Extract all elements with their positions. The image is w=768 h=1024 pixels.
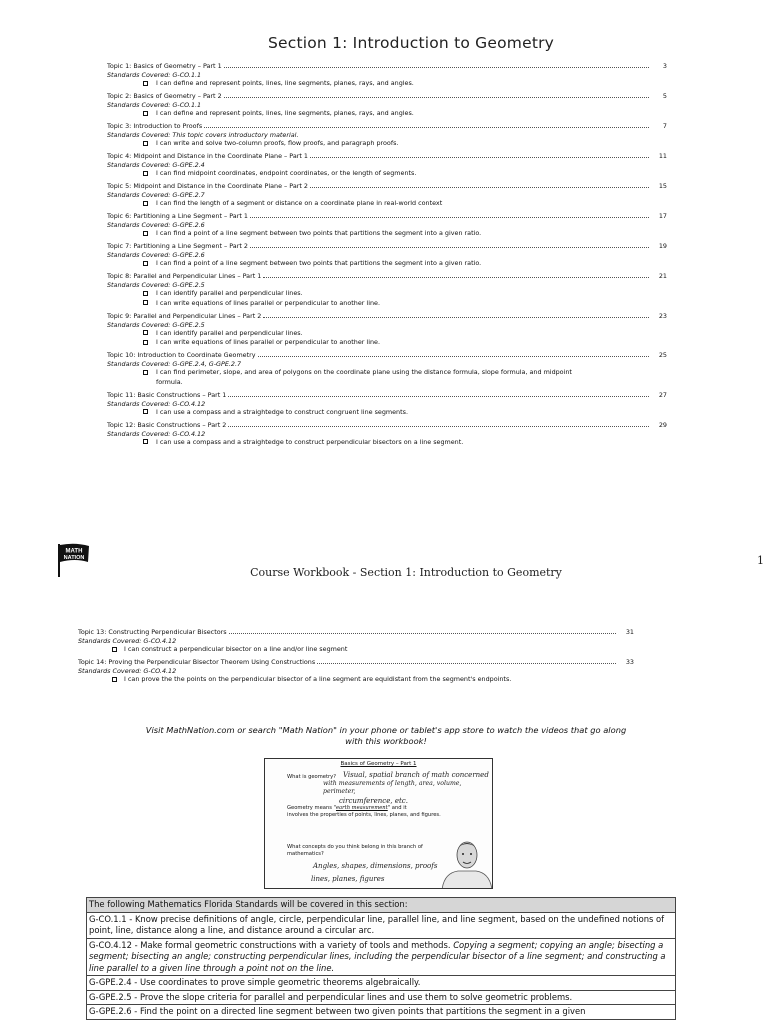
topic-title-line[interactable]	[107, 182, 667, 191]
topic-entry	[107, 312, 667, 348]
topic-page-number: 11	[658, 152, 667, 160]
standard-row: G-GPE.2.5 - Prove the slope criteria for parallel and perpendicular lines and use them to solve geometric problems.	[87, 990, 676, 1005]
learning-goal: I can construct a perpendicular bisector on a line and/or line segment	[78, 645, 634, 655]
dot-leader	[228, 426, 649, 427]
topic-title: Topic 7: Partitioning a Line Segment – Part 2	[107, 242, 248, 250]
topic-title-line[interactable]	[107, 312, 667, 321]
topic-page-number: 5	[662, 92, 667, 100]
topic-entry	[107, 272, 667, 308]
learning-goal: I can use a compass and a straightedge to construct perpendicular bisectors on a line segment.	[107, 438, 667, 448]
learning-goal: I can write equations of lines parallel or perpendicular to another line.	[107, 338, 667, 348]
topic-title: Topic 9: Parallel and Perpendicular Lines – Part 2	[107, 311, 262, 320]
learning-goal: I can define and represent points, lines, line segments, planes, rays, and angles.	[107, 109, 667, 119]
learning-goal: I can write and solve two-column proofs, flow proofs, and paragraph proofs.	[107, 139, 667, 149]
dot-leader	[250, 247, 649, 248]
svg-text:NATION: NATION	[63, 555, 85, 561]
standards-covered: Standards Covered: This topic covers introductory material.	[107, 131, 299, 139]
page-title: Section 1: Introduction to Geometry	[267, 34, 555, 52]
topic-page-number: 17	[658, 212, 667, 220]
table-of-contents	[107, 62, 667, 451]
svg-text:MATH: MATH	[65, 548, 83, 555]
video-thumbnail[interactable]	[264, 758, 493, 889]
standard-row: G-CO.1.1 - Know precise definitions of angle, circle, perpendicular line, parallel line, and line segment, based on the undefined notions of point, line, distance along a line, and distance around a circular arc.	[87, 912, 676, 938]
dot-leader	[258, 356, 649, 357]
checkbox-icon[interactable]	[143, 330, 148, 335]
learning-goal: I can find a point of a line segment between two points that partitions the segment into a given ratio.	[107, 229, 667, 239]
standards-covered: Standards Covered: G-GPE.2.6	[107, 221, 205, 229]
topic-title-line[interactable]	[107, 421, 667, 430]
dot-leader	[310, 187, 649, 188]
topic-page-number: 3	[662, 62, 667, 70]
topic-title: Topic 3: Introduction to Proofs	[107, 122, 203, 130]
standards-covered: Standards Covered: G-CO.1.1	[107, 71, 202, 79]
learning-goal: I can use a compass and a straightedge to construct congruent line segments.	[107, 408, 667, 418]
topic-entry	[107, 212, 667, 239]
page-number: 1	[757, 554, 764, 567]
dot-leader	[250, 217, 649, 218]
topic-title-line[interactable]	[107, 242, 667, 251]
standards-covered: Standards Covered: G-CO.4.12	[107, 429, 206, 438]
topic-title-line[interactable]	[78, 658, 634, 667]
presenter-image	[440, 835, 493, 889]
topic-title: Topic 10: Introduction to Coordinate Geometry	[107, 351, 256, 359]
dot-leader	[263, 317, 649, 318]
standards-table-header: The following Mathematics Florida Standards will be covered in this section:	[87, 898, 676, 913]
topic-entry	[107, 391, 667, 418]
topic-title: Topic 11: Basic Constructions – Part 1	[107, 390, 227, 399]
topic-title: Topic 5: Midpoint and Distance in the Coordinate Plane – Part 2	[107, 182, 308, 190]
topic-title-line[interactable]	[107, 152, 667, 161]
dot-leader	[317, 663, 616, 664]
standards-covered: Standards Covered: G-GPE.2.6	[107, 251, 205, 259]
standards-covered: Standards Covered: G-CO.4.12	[78, 667, 177, 675]
video-question-2: What concepts do you think belong in this branch of mathematics?	[287, 844, 423, 857]
visit-note: Visit MathNation.com or search "Math Nation" in your phone or tablet's app store to watch the videos that go along with this workbook!	[145, 725, 627, 746]
topic-page-number: 21	[658, 272, 667, 280]
topic-title-line[interactable]	[107, 212, 667, 221]
page-footer: Course Workbook - Section 1: Introduction to Geometry	[250, 566, 562, 579]
checkbox-icon[interactable]	[143, 291, 148, 296]
learning-goal: I can identify parallel and perpendicular lines.	[107, 329, 667, 339]
topic-page-number: 29	[658, 420, 667, 429]
topic-entry	[107, 62, 667, 89]
topic-page-number: 19	[658, 242, 667, 250]
dot-leader	[224, 67, 649, 68]
video-answer-2: Angles, shapes, dimensions, proofs lines, planes, figures	[311, 862, 438, 883]
learning-goal: I can find the length of a segment or distance on a coordinate plane in real-world context	[107, 199, 667, 209]
standards-covered: Standards Covered: G-GPE.2.5	[107, 281, 205, 289]
topic-entry	[107, 122, 667, 149]
standard-row: G-CO.4.12 - Make formal geometric constructions with a variety of tools and methods. Copying a segment; copying an angle; bisecting a segment; bisecting an angle; constructing perpendicular lines, including the perpendicular bisector of a line segment; and constructing a line parallel to a given line through a point not on the line.	[87, 938, 676, 976]
checkbox-icon[interactable]	[143, 370, 148, 375]
topic-page-number: 15	[658, 182, 667, 190]
topic-page-number: 23	[658, 311, 667, 320]
topic-page-number: 7	[662, 122, 667, 130]
topic-page-number: 27	[658, 390, 667, 399]
checkbox-icon[interactable]	[143, 81, 148, 86]
checkbox-icon[interactable]	[143, 171, 148, 176]
topic-title: Topic 2: Basics of Geometry – Part 2	[107, 92, 222, 100]
checkbox-icon[interactable]	[143, 111, 148, 116]
table-of-contents-continued	[78, 628, 634, 688]
learning-goal: I can write equations of lines parallel or perpendicular to another line.	[107, 299, 667, 309]
checkbox-icon[interactable]	[143, 231, 148, 236]
learning-goal: I can define and represent points, lines, line segments, planes, rays, and angles.	[107, 79, 667, 89]
video-answer-1: Visual, spatial branch of math concerned with measurements of length, area, volume, perimeter, circumference, etc.	[323, 771, 489, 805]
checkbox-icon[interactable]	[112, 677, 117, 682]
video-geometry-means: Geometry means "earth measurement" and it involves the properties of points, lines, planes, and figures.	[287, 805, 441, 818]
learning-goal: I can identify parallel and perpendicular lines.	[107, 289, 667, 299]
learning-goal: I can prove the the points on the perpendicular bisector of a line segment are equidistant from the segment's endpoints.	[78, 675, 634, 685]
topic-title-line[interactable]	[107, 92, 667, 101]
dot-leader	[229, 633, 616, 634]
topic-entry	[107, 421, 667, 448]
standards-covered: Standards Covered: G-CO.4.12	[107, 399, 206, 408]
standard-row: G-GPE.2.4 - Use coordinates to prove simple geometric theorems algebraically.	[87, 976, 676, 991]
topic-title-line[interactable]	[107, 122, 667, 131]
topic-title-line[interactable]	[107, 391, 667, 400]
standards-covered: Standards Covered: G-GPE.2.5	[107, 320, 205, 329]
dot-leader	[224, 97, 649, 98]
standards-table	[86, 897, 676, 1020]
checkbox-icon[interactable]	[143, 141, 148, 146]
topic-entry	[107, 152, 667, 179]
topic-page-number: 31	[625, 628, 634, 636]
topic-title: Topic 12: Basic Constructions – Part 2	[107, 420, 227, 429]
topic-title: Topic 14: Proving the Perpendicular Bisector Theorem Using Constructions	[78, 658, 316, 666]
topic-title: Topic 1: Basics of Geometry – Part 1	[107, 62, 222, 70]
checkbox-icon[interactable]	[143, 409, 148, 414]
standards-covered: Standards Covered: G-GPE.2.4	[107, 161, 205, 169]
topic-entry	[107, 92, 667, 119]
topic-title-line[interactable]	[78, 628, 634, 637]
topic-title: Topic 4: Midpoint and Distance in the Coordinate Plane – Part 1	[107, 152, 308, 160]
dot-leader	[310, 157, 649, 158]
topic-entry	[78, 628, 634, 655]
topic-title-line[interactable]	[107, 62, 667, 71]
dot-leader	[228, 396, 649, 397]
checkbox-icon[interactable]	[143, 261, 148, 266]
topic-entry	[107, 182, 667, 209]
topic-title-line[interactable]	[107, 351, 667, 360]
standards-covered: Standards Covered: G-GPE.2.4, G-GPE.2.7	[107, 360, 242, 368]
dot-leader	[204, 127, 649, 128]
standards-covered: Standards Covered: G-CO.4.12	[78, 637, 177, 645]
checkbox-icon[interactable]	[143, 340, 148, 345]
learning-goal: I can find a point of a line segment between two points that partitions the segment into a given ratio.	[107, 259, 667, 269]
checkbox-icon[interactable]	[143, 300, 148, 305]
checkbox-icon[interactable]	[112, 647, 117, 652]
dot-leader	[263, 277, 649, 278]
checkbox-icon[interactable]	[143, 439, 148, 444]
topic-entry	[107, 351, 667, 387]
video-question-1: What is geometry?	[287, 774, 336, 780]
checkbox-icon[interactable]	[143, 201, 148, 206]
topic-page-number: 33	[625, 658, 634, 666]
standard-row: G-GPE.2.6 - Find the point on a directed line segment between two given points that partitions the segment in a given	[87, 1005, 676, 1020]
topic-title: Topic 13: Constructing Perpendicular Bisectors	[78, 628, 227, 636]
topic-title-line[interactable]	[107, 272, 667, 281]
topic-entry	[107, 242, 667, 269]
video-title: Basics of Geometry – Part 1	[340, 761, 417, 767]
learning-goal: I can find midpoint coordinates, endpoint coordinates, or the length of segments.	[107, 169, 667, 179]
topic-page-number: 25	[658, 351, 667, 359]
standards-covered: Standards Covered: G-GPE.2.7	[107, 191, 205, 199]
topic-entry	[78, 658, 634, 685]
learning-goal: I can find perimeter, slope, and area of polygons on the coordinate plane using the distance formula, slope formula, and midpoint formula.	[107, 368, 667, 387]
topic-title: Topic 8: Parallel and Perpendicular Lines – Part 1	[107, 272, 262, 280]
standards-covered: Standards Covered: G-CO.1.1	[107, 101, 202, 109]
topic-title: Topic 6: Partitioning a Line Segment – Part 1	[107, 212, 248, 220]
